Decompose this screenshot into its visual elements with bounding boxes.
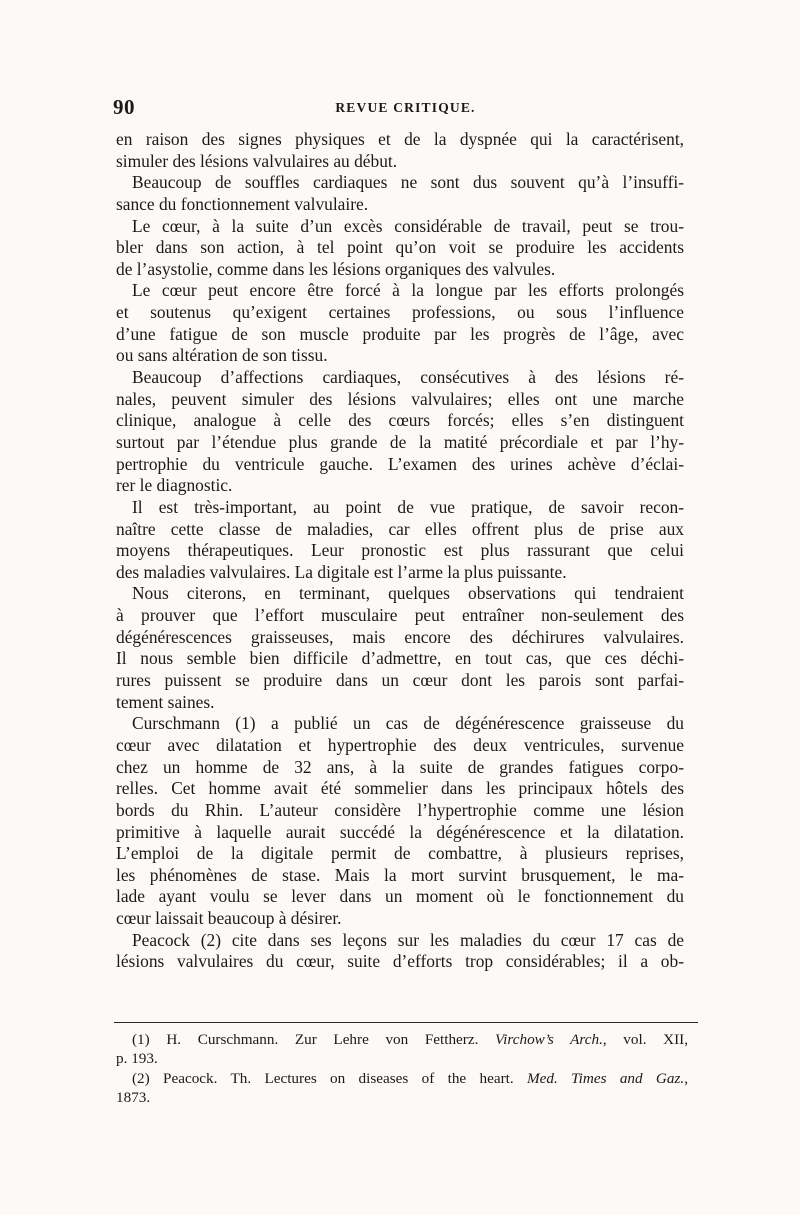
- text-line: dégénérescences graisseuses, mais encore des déchirures valvulaires.: [116, 626, 684, 647]
- text-line: de l’asystolie, comme dans les lésions organiques des valvules.: [116, 258, 556, 279]
- text-line: les phénomènes de stase. Mais la mort survint brusquement, le ma-: [116, 864, 684, 885]
- text-line: lésions valvulaires du cœur, suite d’efforts trop considérables; il a ob-: [116, 951, 684, 972]
- text-line: L’emploi de la digitale permit de combattre, à plusieurs reprises,: [116, 843, 684, 864]
- text-line: en raison des signes physiques et de la dyspnée qui la caractérisent,: [116, 129, 684, 149]
- text-line: surtout par l’étendue plus grande de la matité précordiale et par l’hy-: [116, 431, 684, 452]
- text-line: Il est très-important, au point de vue pratique, de savoir recon-: [132, 496, 684, 517]
- footnote-2-continued: 1873.: [116, 1088, 151, 1106]
- text-line: et soutenus qu’exigent certaines professions, ou sous l’influence: [116, 302, 684, 323]
- text-line: Beaucoup d’affections cardiaques, consécutives à des lésions ré-: [132, 367, 684, 388]
- text-line: cœur avec dilatation et hypertrophie des deux ventricules, survenue: [116, 734, 684, 755]
- text-line: tement saines.: [116, 691, 215, 712]
- text-line: relles. Cet homme avait été sommelier dans les principaux hôtels des: [116, 778, 684, 799]
- text-line: Le cœur peut encore être forcé à la longue par les efforts prolongés: [132, 280, 684, 301]
- journal-title: Med. Times and Gaz.: [526, 1069, 685, 1087]
- text-line: bler dans son action, à tel point qu’on voit se produire les accidents: [116, 237, 684, 258]
- text-line: des maladies valvulaires. La digitale est l’arme la plus puissante.: [116, 561, 567, 582]
- text-line: chez un homme de 32 ans, à la suite de grandes fatigues corpo-: [116, 756, 684, 777]
- text-line: ou sans altération de son tissu.: [116, 345, 328, 366]
- body-text: [116, 129, 684, 973]
- text-line: à prouver que l’effort musculaire peut entraîner non-seulement des: [116, 605, 684, 626]
- footnotes: [116, 1030, 688, 1107]
- text-line: d’une fatigue de son muscle produite par les progrès de l’âge, avec: [116, 323, 684, 344]
- text-line: bords du Rhin. L’auteur considère l’hypertrophie comme une lésion: [116, 799, 684, 820]
- text-line: nales, peuvent simuler des lésions valvulaires; elles ont une marche: [116, 388, 684, 409]
- text-line: Le cœur, à la suite d’un excès considérable de travail, peut se trou-: [132, 215, 684, 236]
- text-line: Il nous semble bien difficile d’admettre, en tout cas, que ces déchi-: [116, 648, 684, 669]
- text-line: Curschmann (1) a publié un cas de dégénérescence graisseuse du: [132, 713, 684, 734]
- text-line: sance du fonctionnement valvulaire.: [116, 193, 369, 214]
- text-line: rer le diagnostic.: [116, 475, 233, 496]
- journal-title: Virchow’s Arch.: [495, 1031, 603, 1048]
- footnote-2: (2) Peacock. Th. Lectures on diseases of the heart. Med. Times and Gaz.,: [132, 1069, 689, 1087]
- text-line: Nous citerons, en terminant, quelques observations qui tendraient: [132, 583, 684, 604]
- text-line: Peacock (2) cite dans ses leçons sur les maladies du cœur 17 cas de: [132, 929, 684, 950]
- text-line: moyens thérapeutiques. Leur pronostic est plus rassurant que celui: [116, 540, 684, 561]
- page-number: 90: [113, 95, 135, 119]
- text-line: simuler des lésions valvulaires au début.: [116, 150, 398, 171]
- footnote-1-continued: p. 193.: [116, 1050, 158, 1068]
- text-line: lade ayant voulu se lever dans un moment où le fonctionnement du: [116, 886, 684, 907]
- footnote-rule: [114, 1022, 698, 1023]
- text-line: rures puissent se produire dans un cœur dont les parois sont parfai-: [116, 670, 684, 691]
- text-line: pertrophie du ventricule gauche. L’examen des urines achève d’éclai-: [116, 453, 684, 474]
- text-line: cœur laissait beaucoup à désirer.: [116, 908, 342, 929]
- text-line: naître cette classe de maladies, car elles offrent plus de prise aux: [116, 518, 684, 539]
- footnote-1: (1) H. Curschmann. Zur Lehre von Fettherz. Virchow’s Arch., vol. XII,: [132, 1031, 688, 1048]
- text-line: clinique, analogue à celle des cœurs forcés; elles s’en distinguent: [116, 410, 684, 431]
- text-line: primitive à laquelle aurait succédé la dégénérescence et la dilatation.: [116, 821, 684, 842]
- page-header: [113, 95, 698, 125]
- text-line: Beaucoup de souffles cardiaques ne sont dus souvent qu’à l’insuffi-: [132, 172, 684, 193]
- running-title: REVUE CRITIQUE.: [335, 100, 476, 115]
